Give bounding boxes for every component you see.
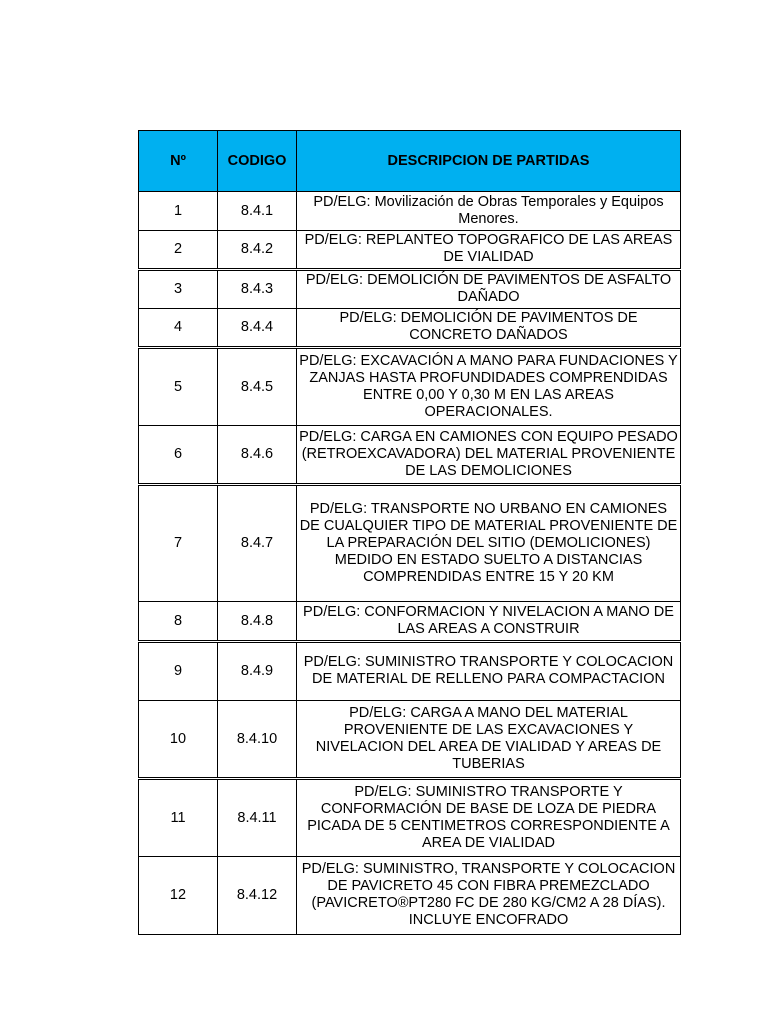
row-num: 1 xyxy=(139,192,218,231)
row-code: 8.4.5 xyxy=(218,348,297,426)
table-row xyxy=(139,485,681,602)
row-description: PD/ELG: CONFORMACION Y NIVELACION A MANO DE LAS AREAS A CONSTRUIR xyxy=(297,602,681,642)
row-description: PD/ELG: EXCAVACIÓN A MANO PARA FUNDACIONES Y ZANJAS HASTA PROFUNDIDADES COMPRENDIDAS ENTRE 0,00 Y 0,30 M EN LAS AREAS OPERACIONALES. xyxy=(297,348,681,426)
row-code: 8.4.7 xyxy=(218,485,297,602)
row-num: 3 xyxy=(139,270,218,309)
row-code: 8.4.11 xyxy=(218,779,297,857)
table-row xyxy=(139,231,681,270)
table-row xyxy=(139,779,681,857)
table-row xyxy=(139,701,681,779)
header-description: DESCRIPCION DE PARTIDAS xyxy=(297,131,681,192)
row-description: PD/ELG: REPLANTEO TOPOGRAFICO DE LAS AREAS DE VIALIDAD xyxy=(297,231,681,270)
row-description: PD/ELG: SUMINISTRO, TRANSPORTE Y COLOCACION DE PAVICRETO 45 CON FIBRA PREMEZCLADO (PAVICRETO®PT280 FC DE 280 KG/CM2 A 28 DÍAS). INCLUYE ENCOFRADO xyxy=(297,857,681,935)
header-code: CODIGO xyxy=(218,131,297,192)
row-code: 8.4.12 xyxy=(218,857,297,935)
table-row xyxy=(139,309,681,348)
row-num: 5 xyxy=(139,348,218,426)
row-code: 8.4.2 xyxy=(218,231,297,270)
row-code: 8.4.3 xyxy=(218,270,297,309)
table-header-row xyxy=(139,131,681,192)
row-num: 8 xyxy=(139,602,218,642)
row-code: 8.4.9 xyxy=(218,642,297,701)
row-description: PD/ELG: SUMINISTRO TRANSPORTE Y COLOCACION DE MATERIAL DE RELLENO PARA COMPACTACION xyxy=(297,642,681,701)
row-code: 8.4.10 xyxy=(218,701,297,779)
row-description: PD/ELG: SUMINISTRO TRANSPORTE Y CONFORMACIÓN DE BASE DE LOZA DE PIEDRA PICADA DE 5 CENTIMETROS CORRESPONDIENTE A AREA DE VIALIDAD xyxy=(297,779,681,857)
row-num: 10 xyxy=(139,701,218,779)
row-code: 8.4.8 xyxy=(218,602,297,642)
partidas-table xyxy=(138,130,681,935)
row-code: 8.4.4 xyxy=(218,309,297,348)
row-description: PD/ELG: DEMOLICIÓN DE PAVIMENTOS DE CONCRETO DAÑADOS xyxy=(297,309,681,348)
row-num: 12 xyxy=(139,857,218,935)
row-num: 2 xyxy=(139,231,218,270)
table-row xyxy=(139,426,681,485)
table-row xyxy=(139,602,681,642)
table-row xyxy=(139,270,681,309)
row-code: 8.4.1 xyxy=(218,192,297,231)
row-num: 6 xyxy=(139,426,218,485)
row-description: PD/ELG: Movilización de Obras Temporales y Equipos Menores. xyxy=(297,192,681,231)
row-num: 11 xyxy=(139,779,218,857)
table-row xyxy=(139,857,681,935)
table-row xyxy=(139,642,681,701)
row-description: PD/ELG: CARGA A MANO DEL MATERIAL PROVENIENTE DE LAS EXCAVACIONES Y NIVELACION DEL AREA DE VIALIDAD Y AREAS DE TUBERIAS xyxy=(297,701,681,779)
row-num: 7 xyxy=(139,485,218,602)
table-row xyxy=(139,348,681,426)
row-num: 4 xyxy=(139,309,218,348)
table-row xyxy=(139,192,681,231)
row-description: PD/ELG: CARGA EN CAMIONES CON EQUIPO PESADO (RETROEXCAVADORA) DEL MATERIAL PROVENIENTE DE LAS DEMOLICIONES xyxy=(297,426,681,485)
row-description: PD/ELG: DEMOLICIÓN DE PAVIMENTOS DE ASFALTO DAÑADO xyxy=(297,270,681,309)
row-num: 9 xyxy=(139,642,218,701)
header-num: Nº xyxy=(139,131,218,192)
row-code: 8.4.6 xyxy=(218,426,297,485)
row-description: PD/ELG: TRANSPORTE NO URBANO EN CAMIONES DE CUALQUIER TIPO DE MATERIAL PROVENIENTE DE LA PREPARACIÓN DEL SITIO (DEMOLICIONES) MEDIDO EN ESTADO SUELTO A DISTANCIAS COMPRENDIDAS ENTRE 15 Y 20 KM xyxy=(297,485,681,602)
